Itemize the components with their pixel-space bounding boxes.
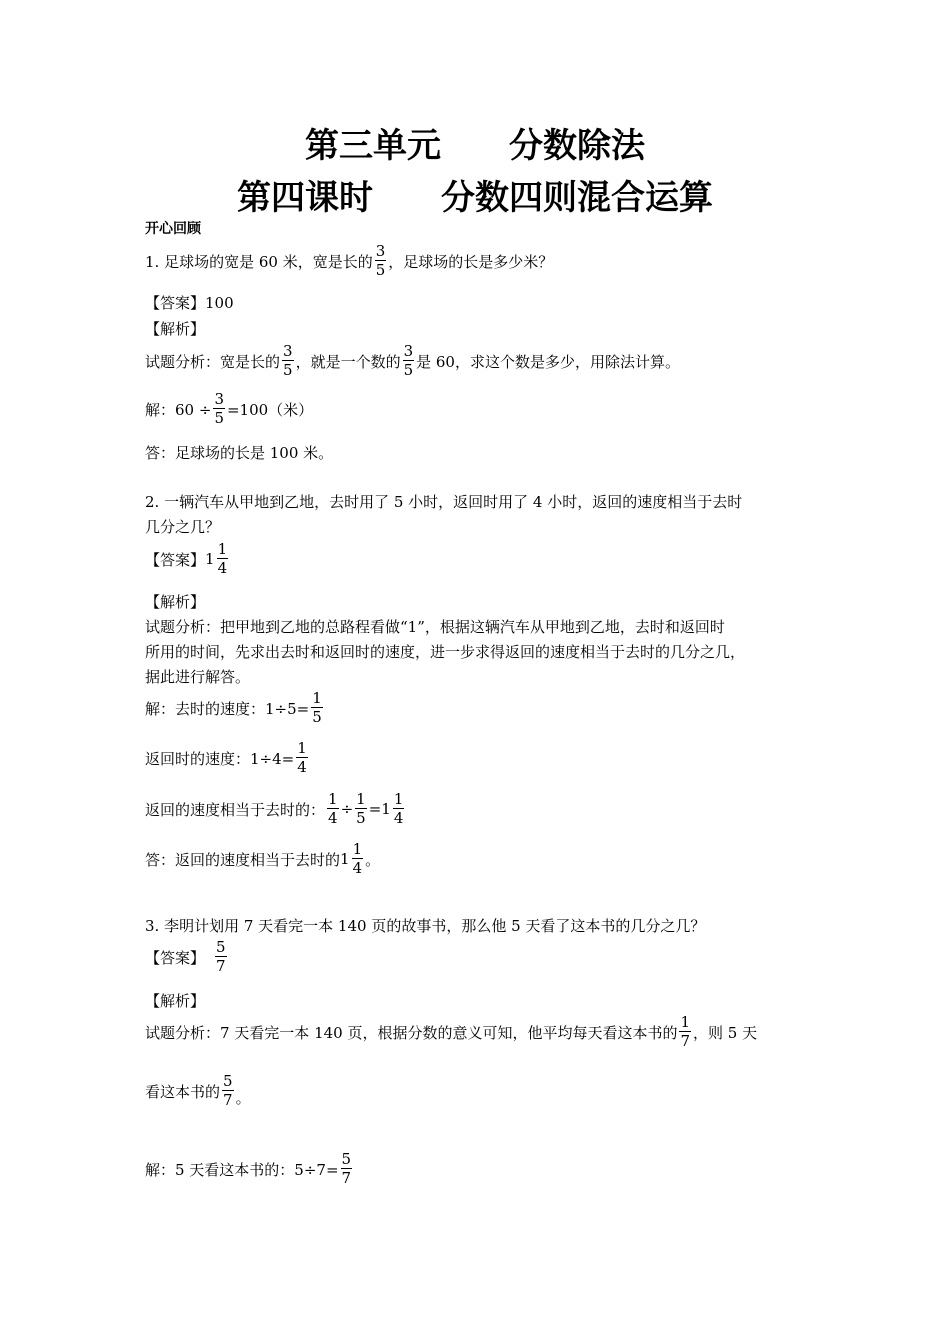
fraction: $\frac{3}{5}$ bbox=[403, 342, 414, 379]
q1-analysis: 试题分析：宽是长的 $\frac{3}{5}$ ，就是一个数的 $\frac{3}{5}$ 是 60，求这个数是多少，用除法计算。 bbox=[145, 342, 680, 379]
q3-analysis-line1: 试题分析：7 天看完一本 140 页，根据分数的意义可知，他平均每天看这本书的 $\frac{1}{7}$ ，则 5 天 bbox=[145, 1013, 758, 1050]
fraction: $\frac{3}{5}$ bbox=[283, 342, 293, 379]
q1-question-text-end: ，足球场的长是多少米？ bbox=[388, 252, 554, 271]
q2-analysis-line3: 据此进行解答。 bbox=[145, 668, 251, 686]
q1-question bbox=[145, 244, 553, 278]
q2-analysis-line2: 所用的时间，先求出去时和返回时的速度，进一步求得返回的速度相当于去时的几分之几， bbox=[145, 643, 746, 661]
q1-solution: 解：60 ÷ $\frac{3}{5}$ =100（米） bbox=[145, 390, 314, 427]
lesson-title: 第四课时 分数四则混合运算 bbox=[237, 178, 713, 218]
q2-step2: 返回时的速度：1÷4= $\frac{1}{4}$ bbox=[145, 739, 307, 776]
mixed-number: 1 $\frac{1}{4}$ bbox=[340, 840, 363, 877]
q2-question-line2: 几分之几？ bbox=[145, 518, 221, 536]
fraction: $\frac{3}{5}$ bbox=[375, 242, 386, 279]
fraction: $\frac{1}{7}$ bbox=[680, 1013, 691, 1050]
q2-step1: 解：去时的速度：1÷5= $\frac{1}{5}$ bbox=[145, 689, 322, 726]
q2-final-answer: 答：返回的速度相当于去时的 1 $\frac{1}{4}$ 。 bbox=[145, 840, 381, 877]
q2-step3: 返回的速度相当于去时的： $\frac{1}{4}$ ÷ $\frac{1}{5}$ =1 $\frac{1}{4}$ bbox=[145, 790, 404, 827]
mixed-number: 1 $\frac{1}{4}$ bbox=[205, 540, 228, 577]
q3-answer: 【答案】 $\frac{5}{7}$ bbox=[145, 938, 226, 975]
fraction: $\frac{1}{5}$ bbox=[356, 790, 366, 827]
unit-title: 第三单元 分数除法 bbox=[305, 126, 645, 166]
fraction: $\frac{1}{4}$ bbox=[393, 790, 404, 827]
fraction: $\frac{5}{7}$ bbox=[223, 1072, 233, 1109]
q3-solution: 解：5 天看这本书的：5÷7= $\frac{5}{7}$ bbox=[145, 1150, 352, 1187]
q2-question-line1: 2. 一辆汽车从甲地到乙地，去时用了 5 小时，返回时用了 4 小时，返回的速度相当于去时 bbox=[145, 493, 743, 511]
fraction: $\frac{1}{4}$ bbox=[217, 540, 228, 577]
fraction: $\frac{1}{4}$ bbox=[328, 790, 338, 827]
fraction: $\frac{3}{5}$ bbox=[214, 390, 224, 427]
q2-answer: 【答案】 1 $\frac{1}{4}$ bbox=[145, 542, 230, 576]
q1-final-answer: 答：足球场的长是 100 米。 bbox=[145, 444, 334, 462]
fraction: $\frac{5}{7}$ bbox=[341, 1150, 352, 1187]
q2-analysis-line1: 试题分析：把甲地到乙地的总路程看做“1”，根据这辆汽车从甲地到乙地，去时和返回时 bbox=[145, 618, 725, 636]
q1-analysis-label: 【解析】 bbox=[145, 320, 206, 338]
section-heading: 开心回顾 bbox=[145, 221, 201, 237]
q1-question-text: 1. 足球场的宽是 60 米，宽是长的 bbox=[145, 252, 373, 271]
q3-question: 3. 李明计划用 7 天看完一本 140 页的故事书，那么他 5 天看了这本书的几分之几？ bbox=[145, 917, 706, 935]
q2-analysis-label: 【解析】 bbox=[145, 593, 206, 611]
q1-answer: 【答案】100 bbox=[145, 294, 234, 312]
fraction: $\frac{5}{7}$ bbox=[216, 938, 226, 975]
q3-analysis-label: 【解析】 bbox=[145, 992, 206, 1010]
fraction: $\frac{1}{5}$ bbox=[312, 689, 322, 726]
fraction: $\frac{1}{4}$ bbox=[352, 840, 363, 877]
fraction: $\frac{1}{4}$ bbox=[297, 739, 307, 776]
q3-analysis-line2: 看这本书的 $\frac{5}{7}$ 。 bbox=[145, 1072, 251, 1109]
